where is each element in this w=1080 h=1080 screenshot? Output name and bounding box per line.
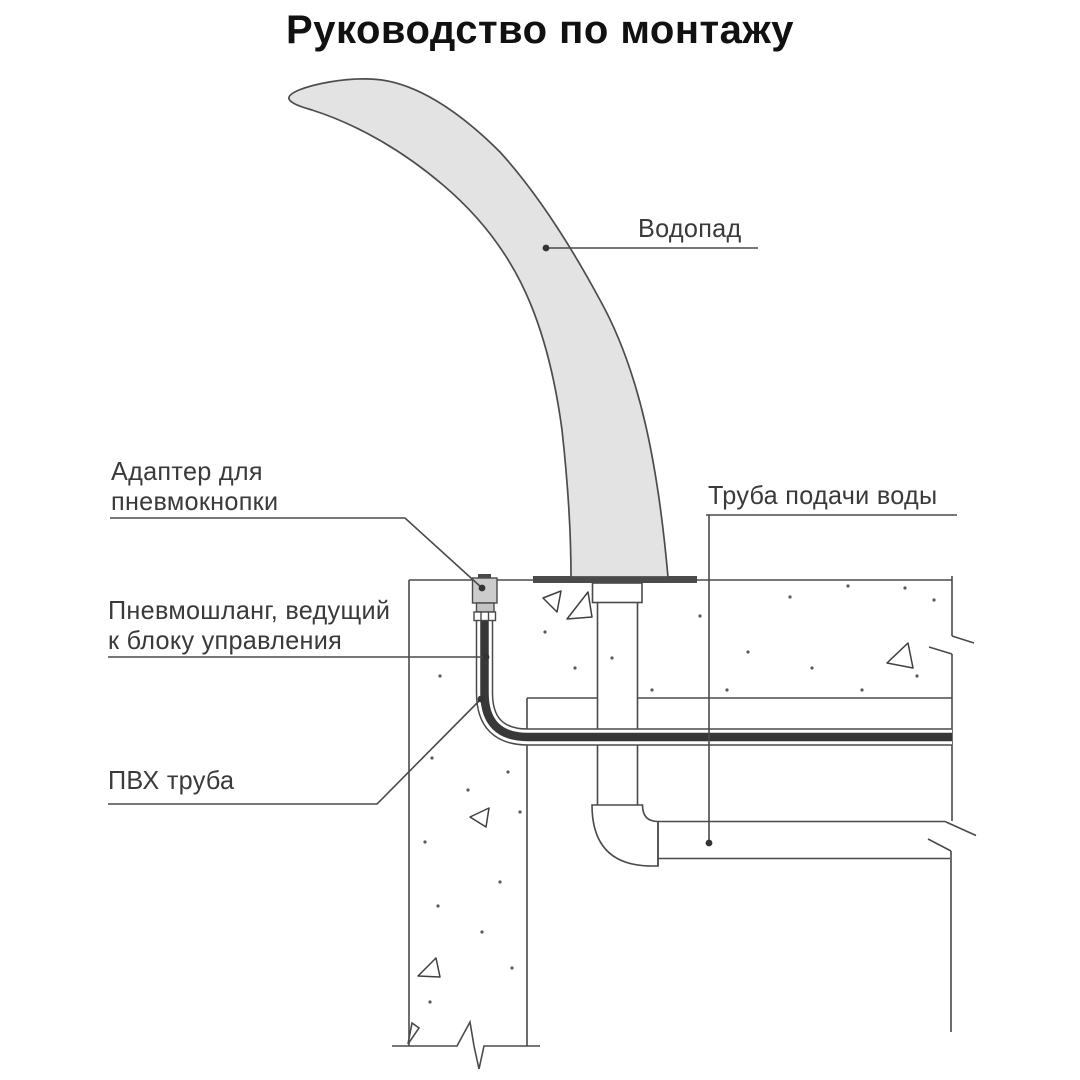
label-adapter-line2: пневмокнопки <box>111 486 279 516</box>
label-pvc-text: ПВХ труба <box>108 765 235 795</box>
leader-supply <box>706 515 957 843</box>
page-title: Руководство по монтажу <box>286 8 794 52</box>
label-waterfall <box>638 213 741 243</box>
water-supply-pipe <box>592 583 976 866</box>
pipe-elbow <box>592 805 658 866</box>
deck-right-cut-edge <box>951 576 952 1032</box>
leader-adapter <box>110 518 482 588</box>
waterfall-spout-shape <box>289 79 668 577</box>
leader-dot-waterfall <box>543 245 550 252</box>
leader-dot-hose <box>483 654 490 661</box>
supply-pipe-vertical <box>598 583 638 806</box>
label-hose-line1: Пневмошланг, ведущий <box>108 595 391 625</box>
label-hose <box>108 595 390 655</box>
leader-lines <box>108 248 957 843</box>
conduit-inner-white <box>485 616 953 737</box>
adapter-nut <box>474 612 496 621</box>
pneumatic-hose-core <box>485 616 953 737</box>
leader-dot-supply <box>706 840 713 847</box>
leader-dot-pvc <box>478 696 485 703</box>
adapter-neck <box>477 603 495 612</box>
label-adapter-line1: Адаптер для <box>111 456 263 486</box>
supply-pipe-horizontal <box>658 822 950 859</box>
label-adapter <box>111 456 278 516</box>
pvc-conduit-with-hose <box>485 616 953 737</box>
label-hose-line2: к блоку управления <box>108 625 343 655</box>
label-pvc <box>108 765 234 795</box>
leader-dot-adapter <box>479 585 486 592</box>
pipe-coupling <box>593 583 643 603</box>
conduit-outer-wall <box>485 616 953 737</box>
label-supply <box>708 480 937 510</box>
aggregate-dots <box>423 584 935 1003</box>
right-edge-break-symbol <box>929 636 974 654</box>
pipe-break-symbol <box>928 822 976 852</box>
label-waterfall-text: Водопад <box>638 213 742 243</box>
pneumatic-button-adapter <box>473 574 498 621</box>
label-supply-text: Труба подачи воды <box>708 480 938 510</box>
